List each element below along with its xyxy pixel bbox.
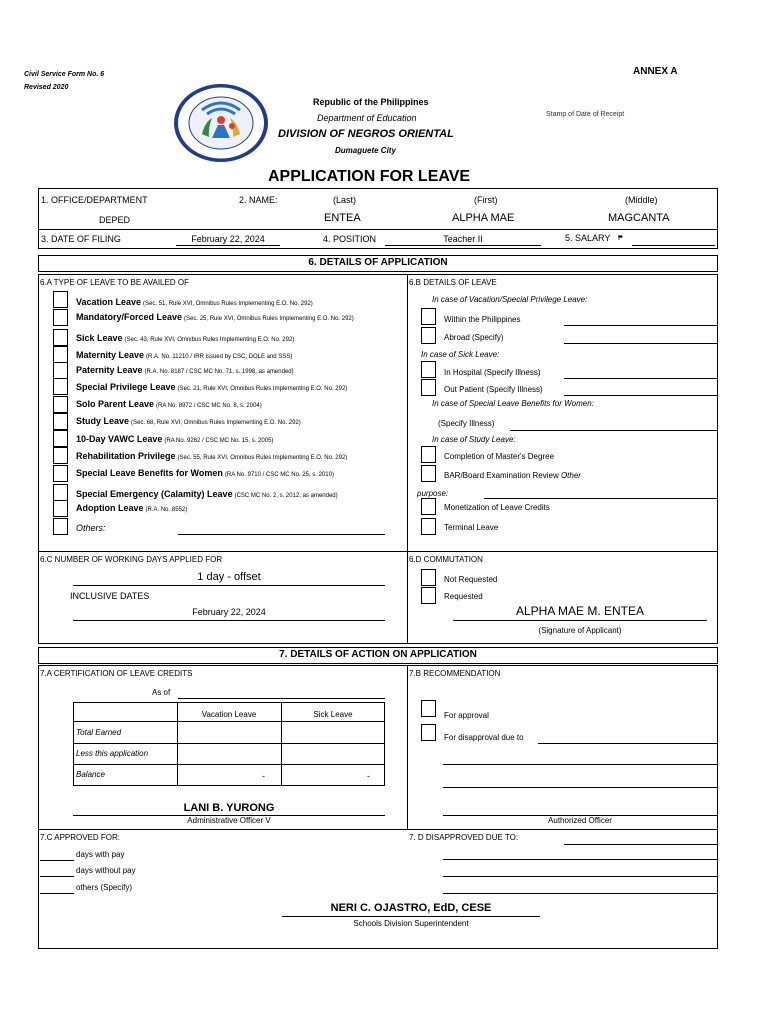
signature-of-applicant-label: (Signature of Applicant): [538, 626, 622, 635]
checkbox-vawc-leave[interactable]: [53, 430, 68, 447]
certification-label: 7.A CERTIFICATION OF LEAVE CREDITS: [40, 669, 193, 678]
section-7-title: 7. DETAILS OF ACTION ON APPLICATION: [279, 649, 477, 660]
leave-type-solo-parent: Solo Parent Leave (RA No. 8972 / CSC MC No. 8, s. 2004): [76, 399, 262, 409]
not-requested-label: Not Requested: [444, 575, 498, 584]
section-6-title: 6. DETAILS OF APPLICATION: [308, 257, 448, 268]
col-sick-leave: Sick Leave: [313, 710, 353, 719]
city-label: Dumaguete City: [335, 146, 396, 155]
approved-for-label: 7.C APPROVED FOR:: [40, 833, 121, 842]
checkbox-paternity-leave[interactable]: [53, 362, 68, 379]
form-number: Civil Service Form No. 6: [24, 71, 105, 78]
date-of-filing-label: 3. DATE OF FILING: [41, 234, 121, 244]
balance-sick-value[interactable]: -: [367, 771, 370, 781]
out-patient-field[interactable]: [564, 395, 717, 396]
checkbox-calamity-leave[interactable]: [53, 484, 68, 501]
leave-type-vawc: 10-Day VAWC Leave (RA No. 9262 / CSC MC No. 15, s. 2005): [76, 434, 274, 444]
leave-type-women: Special Leave Benefits for Women (RA No. 9710 / CSC MC No. 25, s. 2010): [76, 468, 334, 478]
division-label: DIVISION OF NEGROS ORIENTAL: [278, 128, 454, 140]
form-title: APPLICATION FOR LEAVE: [268, 168, 471, 185]
last-name-value[interactable]: ENTEA: [324, 212, 361, 224]
checkbox-for-approval[interactable]: [421, 700, 436, 717]
others-specify-label: others (Specify): [76, 883, 133, 892]
abroad-field[interactable]: [564, 343, 717, 344]
commutation-label: 6.D COMMUTATION: [409, 555, 483, 564]
deped-seal-logo: [172, 82, 270, 164]
days-with-pay-field[interactable]: [40, 860, 74, 861]
row-less-this-application: Less this application: [76, 749, 149, 758]
checkbox-solo-parent-leave[interactable]: [53, 396, 68, 413]
checkbox-vacation-leave[interactable]: [53, 291, 68, 308]
stamp-label: Stamp of Date of Receipt: [546, 111, 625, 118]
checkbox-sick-leave[interactable]: [53, 329, 68, 346]
republic-label: Republic of the Philippines: [313, 97, 429, 107]
in-hospital-field[interactable]: [564, 378, 717, 379]
disapproved-reason-line-3[interactable]: [443, 876, 717, 877]
recommendation-label: 7.B RECOMMENDATION: [409, 669, 501, 678]
checkbox-study-leave[interactable]: [53, 413, 68, 430]
within-philippines-field[interactable]: [564, 325, 717, 326]
requested-label: Requested: [444, 592, 483, 601]
others-specify-field[interactable]: [40, 893, 74, 894]
specify-illness-field[interactable]: [510, 430, 717, 431]
applicant-signature-line[interactable]: [453, 620, 707, 621]
certifying-officer-title: Administrative Officer V: [187, 816, 271, 825]
salary-label: 5. SALARY: [565, 233, 611, 243]
peso-sign: ₱: [618, 235, 623, 242]
checkbox-adoption-leave[interactable]: [53, 500, 68, 517]
days-without-pay-label: days without pay: [76, 866, 136, 875]
within-philippines-label: Within the Philippines: [444, 315, 521, 324]
department-label: Department of Education: [317, 113, 417, 123]
inclusive-dates-value[interactable]: February 22, 2024: [192, 607, 266, 617]
study-case-heading: In case of Study Leave:: [432, 435, 516, 444]
certifying-officer-name: LANI B. YURONG: [183, 802, 275, 814]
middle-name-label: (Middle): [625, 195, 658, 205]
checkbox-out-patient[interactable]: [421, 379, 436, 396]
working-days-label: 6.C NUMBER OF WORKING DAYS APPLIED FOR: [40, 555, 223, 564]
checkbox-requested[interactable]: [421, 587, 436, 604]
working-days-value[interactable]: 1 day - offset: [197, 571, 261, 583]
disapproved-reason-line-1[interactable]: [564, 844, 717, 845]
checkbox-for-disapproval[interactable]: [421, 724, 436, 741]
leave-type-mandatory: Mandatory/Forced Leave (Sec. 25, Rule XVI, Omnibus Rules Implementing E.O. No. 292): [76, 312, 354, 322]
out-patient-label: Out Patient (Specify Illness): [444, 385, 543, 394]
leave-type-calamity: Special Emergency (Calamity) Leave (CSC MC No. 2, s. 2012, as amended): [76, 489, 338, 499]
vacation-case-heading: In case of Vacation/Special Privilege Leave:: [432, 295, 588, 304]
as-of-field[interactable]: [178, 698, 385, 699]
salary-field[interactable]: [632, 245, 715, 246]
women-case-heading: In case of Special Leave Benefits for Women:: [432, 399, 594, 408]
checkbox-others[interactable]: [53, 518, 68, 535]
specify-illness-label: (Specify Illness): [438, 419, 495, 428]
others-field[interactable]: [178, 534, 385, 535]
checkbox-maternity-leave[interactable]: [53, 346, 68, 363]
first-name-value[interactable]: ALPHA MAE: [452, 212, 515, 224]
purpose-field[interactable]: [484, 498, 717, 499]
leave-type-paternity: Paternity Leave (R.A. No. 8187 / CSC MC No. 71, s. 1998, as amended): [76, 365, 294, 375]
leave-type-special-privilege: Special Privilege Leave (Sec. 21, Rule XVI, Omnibus Rules Implementing E.O. No. 292): [76, 382, 348, 392]
disapproval-reason-line-2[interactable]: [443, 764, 717, 765]
applicant-name: ALPHA MAE M. ENTEA: [515, 604, 645, 618]
row-balance: Balance: [76, 770, 105, 779]
leave-type-rehabilitation: Rehabilitation Privilege (Sec. 55, Rule XVI, Omnibus Rules Implementing E.O. No. 292): [76, 451, 348, 461]
monetization-label: Monetization of Leave Credits: [444, 503, 550, 512]
checkbox-special-leave-women[interactable]: [53, 465, 68, 482]
disapproval-reason-line-1[interactable]: [538, 743, 717, 744]
masters-degree-label: Completion of Master's Degree: [444, 452, 555, 461]
position-label: 4. POSITION: [323, 234, 377, 244]
leave-type-study: Study Leave (Sec. 68, Rule XVI, Omnibus Rules Implementing E.O. No. 292): [76, 416, 301, 426]
checkbox-rehabilitation-privilege[interactable]: [53, 447, 68, 464]
inclusive-dates-label: INCLUSIVE DATES: [70, 591, 150, 601]
in-hospital-label: In Hospital (Specify Illness): [444, 368, 541, 377]
checkbox-monetization[interactable]: [421, 498, 436, 515]
annex-label: ANNEX A: [633, 66, 678, 77]
checkbox-not-requested[interactable]: [421, 569, 436, 586]
purpose-label: purpose:: [417, 489, 449, 498]
authorized-officer-label: Authorized Officer: [548, 816, 612, 825]
checkbox-terminal-leave[interactable]: [421, 518, 436, 535]
bar-review-label: BAR/Board Examination Review Other: [444, 471, 581, 480]
abroad-label: Abroad (Specify): [444, 333, 504, 342]
last-name-label: (Last): [333, 195, 357, 205]
col-vacation-leave: Vacation Leave: [201, 710, 257, 719]
days-without-pay-field[interactable]: [40, 876, 74, 877]
checkbox-mandatory-leave[interactable]: [53, 309, 68, 326]
middle-name-value[interactable]: MAGCANTA: [608, 212, 670, 224]
for-disapproval-label: For disapproval due to: [444, 733, 524, 742]
checkbox-within-philippines[interactable]: [421, 308, 436, 325]
disapproved-reason-line-2[interactable]: [443, 859, 717, 860]
details-of-leave-label: 6.B DETAILS OF LEAVE: [409, 278, 497, 287]
leave-type-vacation: Vacation Leave (Sec. 51, Rule XVI, Omnibus Rules Implementing E.O. No. 292): [76, 297, 313, 307]
disapproved-due-to-label: 7. D DISAPPROVED DUE TO:: [409, 833, 519, 842]
checkbox-special-privilege-leave[interactable]: [53, 378, 68, 395]
name-label: 2. NAME:: [239, 195, 278, 205]
office-value[interactable]: DEPED: [99, 215, 131, 225]
days-with-pay-label: days with pay: [76, 850, 125, 859]
terminal-leave-label: Terminal Leave: [444, 523, 499, 532]
office-label: 1. OFFICE/DEPARTMENT: [41, 195, 148, 205]
sick-case-heading: In case of Sick Leave:: [421, 350, 500, 359]
checkbox-masters-degree[interactable]: [421, 446, 436, 463]
leave-type-maternity: Maternity Leave (R.A. No. 11210 / IRR issued by CSC, DOLE and SSS): [76, 350, 293, 360]
disapproved-reason-line-4[interactable]: [443, 893, 717, 894]
leave-type-sick: Sick Leave (Sec. 43, Rule XVI, Omnibus Rules Implementing E.O. No. 292): [76, 333, 295, 343]
first-name-label: (First): [474, 195, 498, 205]
revised-date: Revised 2020: [24, 84, 69, 91]
type-of-leave-label: 6.A TYPE OF LEAVE TO BE AVAILED OF: [40, 278, 189, 287]
for-approval-label: For approval: [444, 711, 489, 720]
row-total-earned: Total Earned: [76, 728, 122, 737]
checkbox-in-hospital[interactable]: [421, 361, 436, 378]
position-value[interactable]: Teacher II: [443, 234, 483, 244]
leave-type-adoption: Adoption Leave (R.A. No. 8552): [76, 503, 188, 513]
disapproval-reason-line-3[interactable]: [443, 787, 717, 788]
superintendent-signature-line[interactable]: [282, 916, 540, 917]
checkbox-abroad[interactable]: [421, 327, 436, 344]
others-label: Others:: [76, 523, 106, 533]
as-of-label: As of: [152, 688, 171, 697]
balance-vacation-value[interactable]: -: [262, 771, 265, 781]
superintendent-name: NERI C. OJASTRO, EdD, CESE: [330, 902, 492, 914]
date-of-filing-value[interactable]: February 22, 2024: [191, 234, 265, 244]
checkbox-bar-review[interactable]: [421, 465, 436, 482]
superintendent-title: Schools Division Superintendent: [353, 919, 469, 928]
